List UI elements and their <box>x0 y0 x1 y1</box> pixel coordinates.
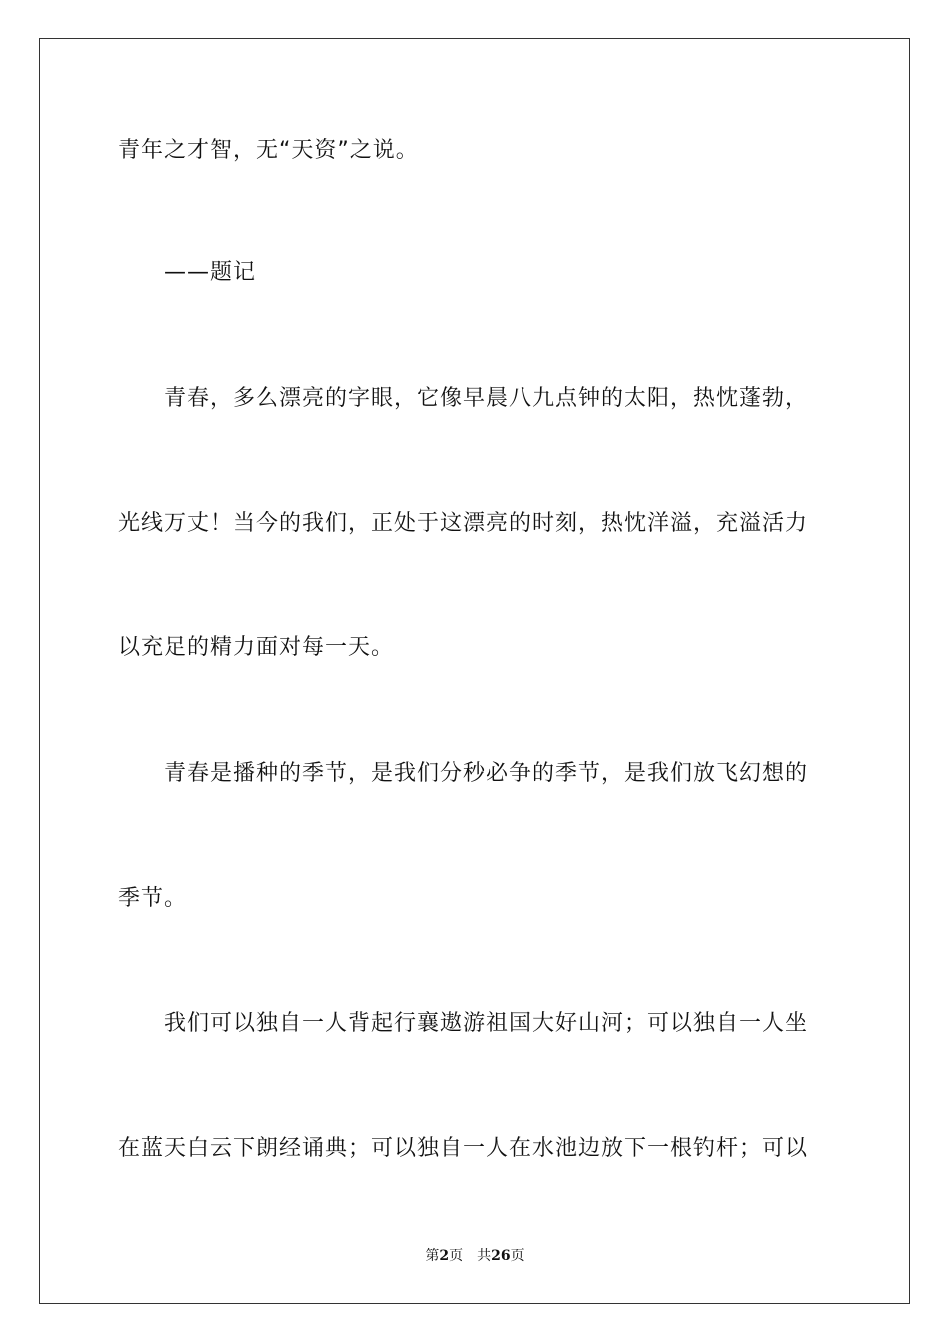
total-prefix: 共 <box>477 1248 492 1264</box>
text-line: 青春，多么漂亮的字眼，它像早晨八九点钟的太阳，热忱蓬勃， <box>164 386 809 411</box>
text-line: 青春是播种的季节，是我们分秒必争的季节，是我们放飞幻想的 <box>164 761 809 786</box>
page-footer <box>0 1246 950 1266</box>
total-suffix: 页 <box>510 1248 525 1264</box>
total-pages: 26 <box>491 1248 511 1264</box>
text-line: 在蓝天白云下朗经诵典；可以独自一人在水池边放下一根钓杆；可以 <box>118 1136 809 1161</box>
page-number: 2 <box>439 1248 450 1264</box>
text-line: 光线万丈！当今的我们，正处于这漂亮的时刻，热忱洋溢，充溢活力 <box>118 511 809 536</box>
text-line: 青年之才智，无“天资”之说。 <box>118 138 419 163</box>
text-line: 以充足的精力面对每一天。 <box>118 635 395 660</box>
text-line: ——题记 <box>164 260 257 285</box>
page-frame <box>39 38 910 1304</box>
text-line: 我们可以独自一人背起行襄遨游祖国大好山河；可以独自一人坐 <box>164 1011 809 1036</box>
page-prefix: 第 <box>425 1248 440 1264</box>
page-suffix: 页 <box>449 1248 464 1264</box>
text-line: 季节。 <box>118 886 188 911</box>
